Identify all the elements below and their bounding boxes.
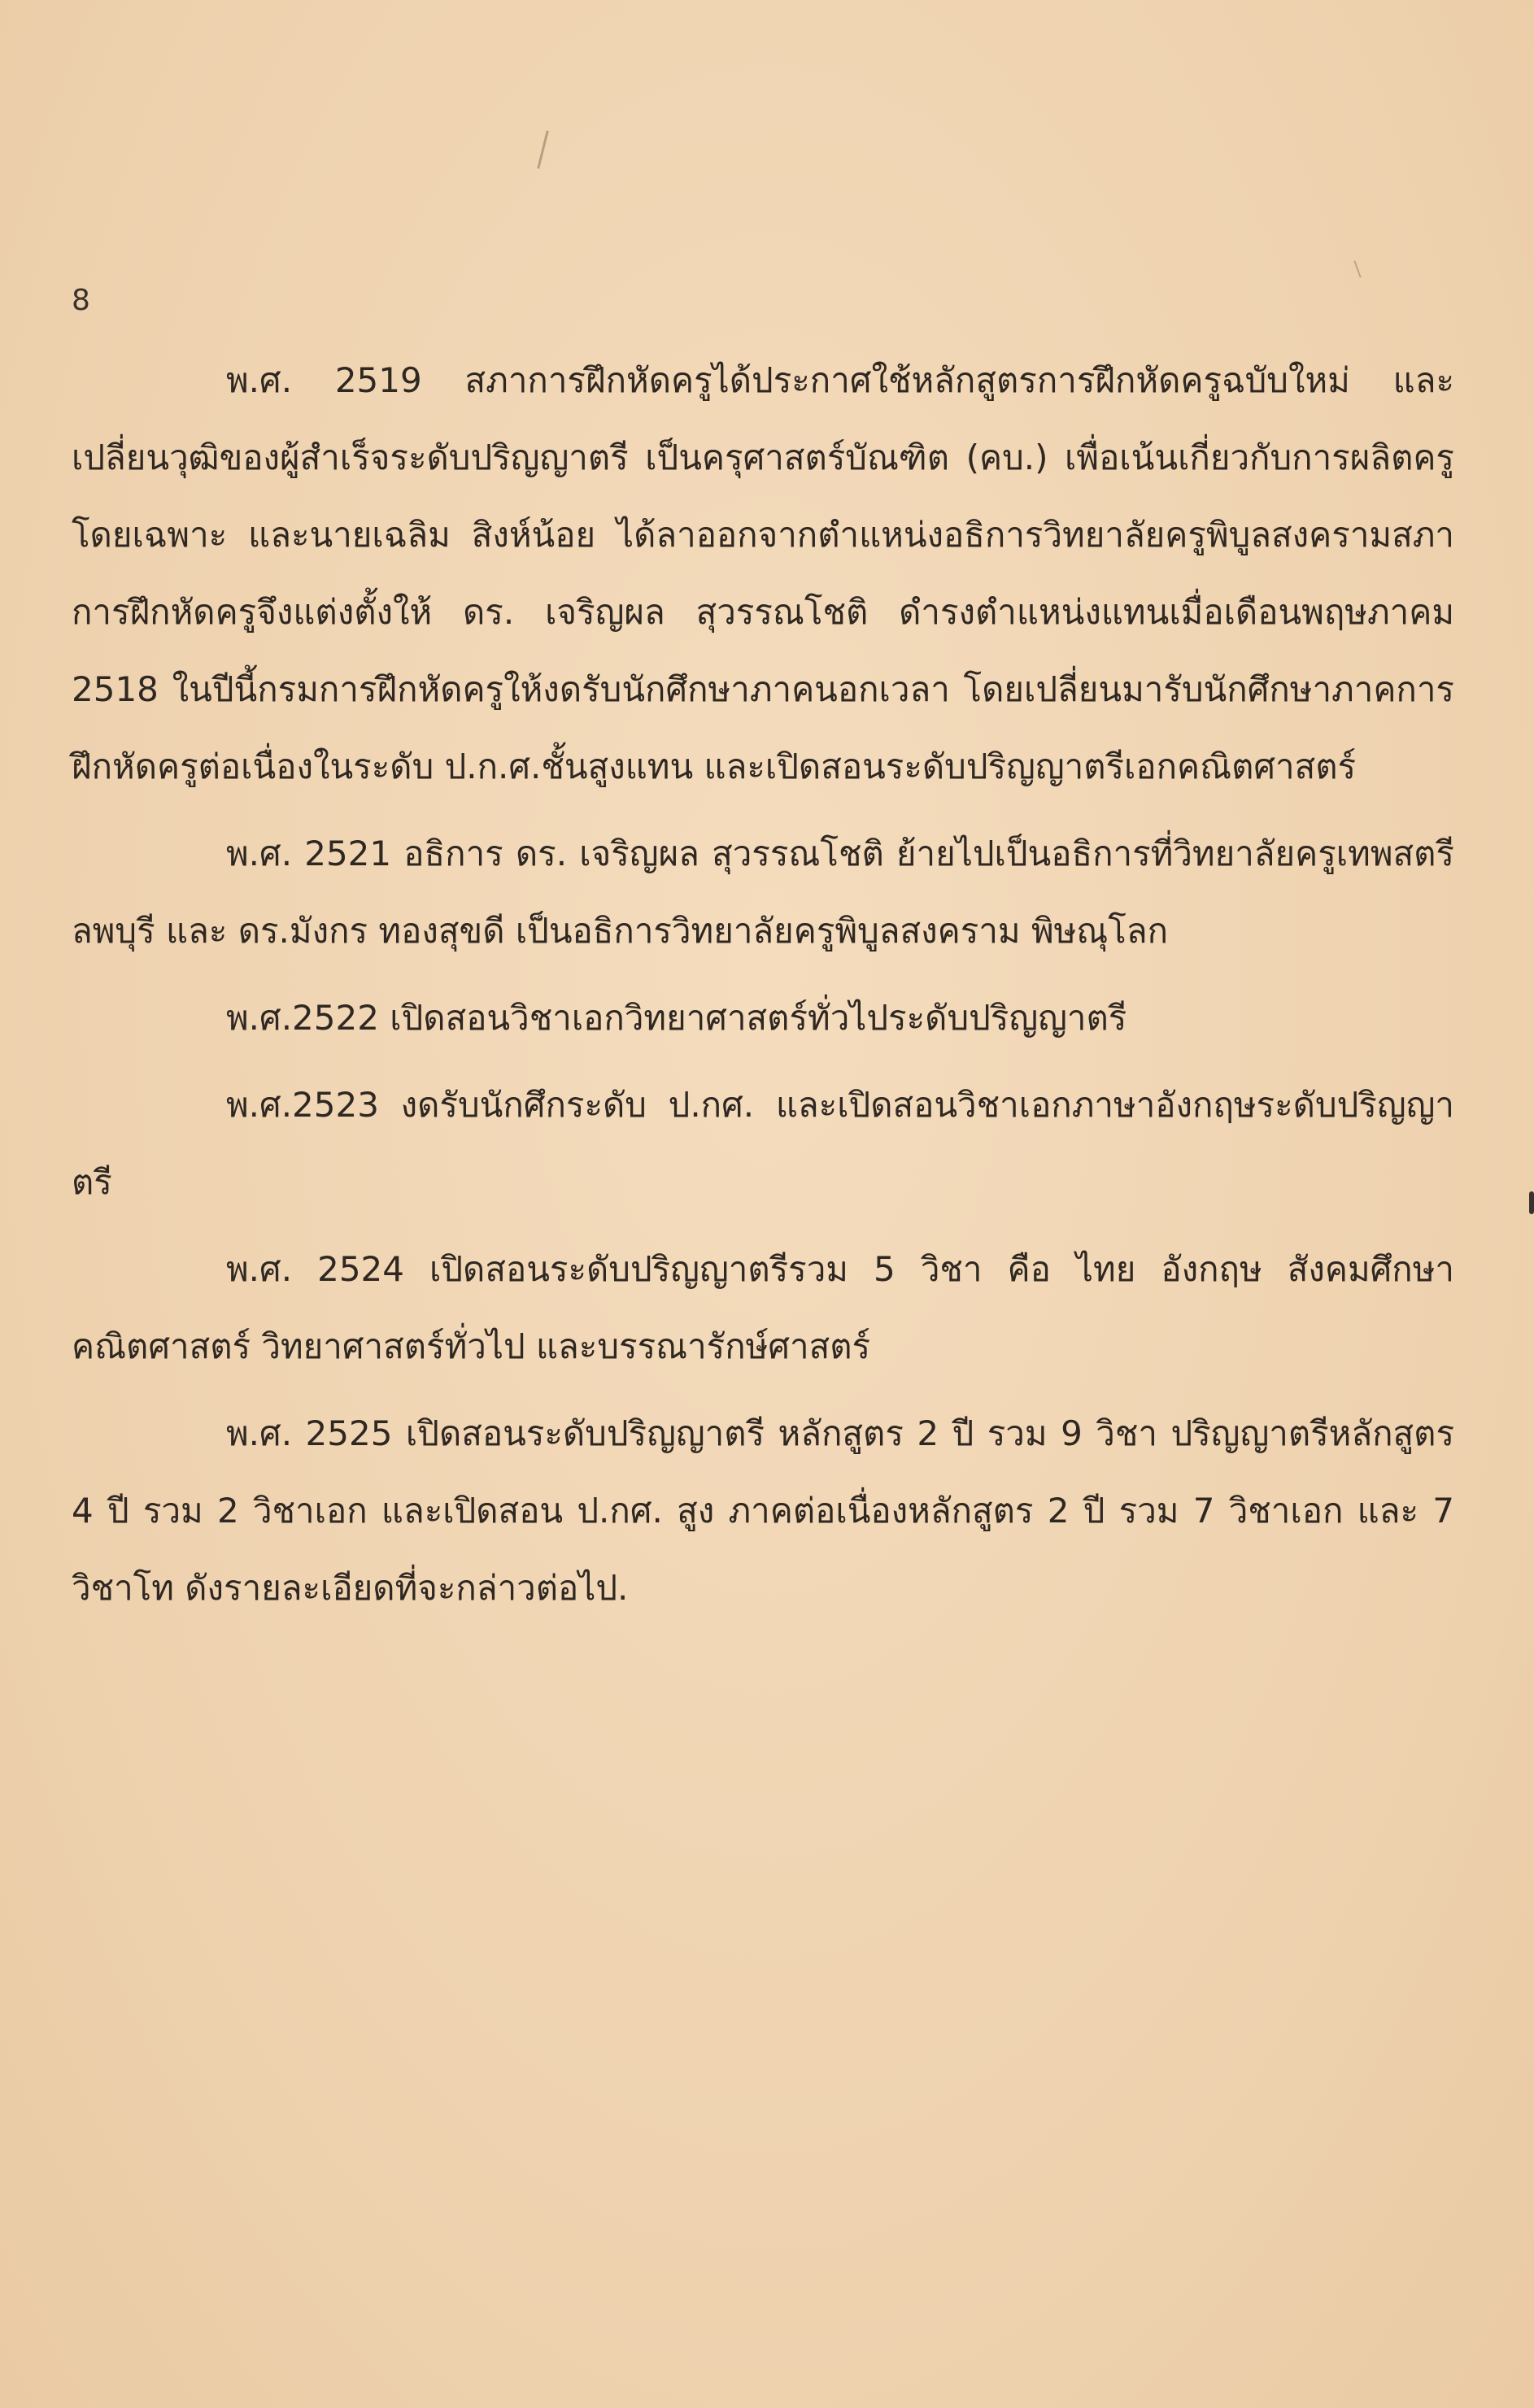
paragraph-2521: พ.ศ. 2521 อธิการ ดร. เจริญผล สุวรรณโชติ ย้ายไปเป็นอธิการที่วิทยาลัยครูเทพสตรี ลพบุรี และ ดร.มังกร ทองสุขดี เป็นอธิการวิทยาลัยครูพิบูลสงคราม พิษณุโลก: [72, 834, 1454, 951]
scan-edge-mark: [1529, 1191, 1534, 1214]
paragraph-2522: พ.ศ.2522 เปิดสอนวิชาเอกวิทยาศาสตร์ทั่วไประดับปริญญาตรี: [226, 998, 1127, 1038]
paper-mark: [1353, 260, 1361, 277]
paragraph-2524: พ.ศ. 2524 เปิดสอนระดับปริญญาตรีรวม 5 วิชา คือ ไทย อังกฤษ สังคมศึกษา คณิตศาสตร์ วิทยาศาสตร์ทั่วไป และบรรณารักษ์ศาสตร์: [72, 1249, 1454, 1366]
paragraph-2519: พ.ศ. 2519 สภาการฝึกหัดครูได้ประกาศใช้หลักสูตรการฝึกหัดครูฉบับใหม่ และเปลี่ยนวุฒิของผู้สำเร็จระดับปริญญาตรี เป็นครุศาสตร์บัณฑิต (คบ.) เพื่อเน้นเกี่ยวกับการผลิตครูโดยเฉพาะ และนายเฉลิม สิงห์น้อย ได้ลาออกจากตำแหน่งอธิการวิทยาลัยครูพิบูลสงครามสภาการฝึกหัดครูจึงแต่งตั้งให้ ดร. เจริญผล สุวรรณโชติ ดำรงตำแหน่งแทนเมื่อเดือนพฤษภาคม 2518 ในปีนี้กรมการฝึกหัดครูให้งดรับนักศึกษาภาคนอกเวลา โดยเปลี่ยนมารับนักศึกษาภาคการฝึกหัดครูต่อเนื่องในระดับ ป.ก.ศ.ชั้นสูงแทน และเปิดสอนระดับปริญญาตรีเอกคณิตศาสตร์: [72, 360, 1454, 786]
body-text: [72, 342, 1454, 1636]
paragraph-2525: พ.ศ. 2525 เปิดสอนระดับปริญญาตรี หลักสูตร 2 ปี รวม 9 วิชา ปริญญาตรีหลักสูตร 4 ปี รวม 2 วิชาเอก และเปิดสอน ป.กศ. สูง ภาคต่อเนื่องหลักสูตร 2 ปี รวม 7 วิชาเอก และ 7 วิชาโท ดังรายละเอียดที่จะกล่าวต่อไป.: [72, 1413, 1454, 1608]
paper-mark: [537, 130, 549, 168]
paragraph-2523: พ.ศ.2523 งดรับนักศึกระดับ ป.กศ. และเปิดสอนวิชาเอกภาษาอังกฤษระดับปริญญาตรี: [72, 1085, 1454, 1202]
page-number: 8: [72, 284, 90, 317]
